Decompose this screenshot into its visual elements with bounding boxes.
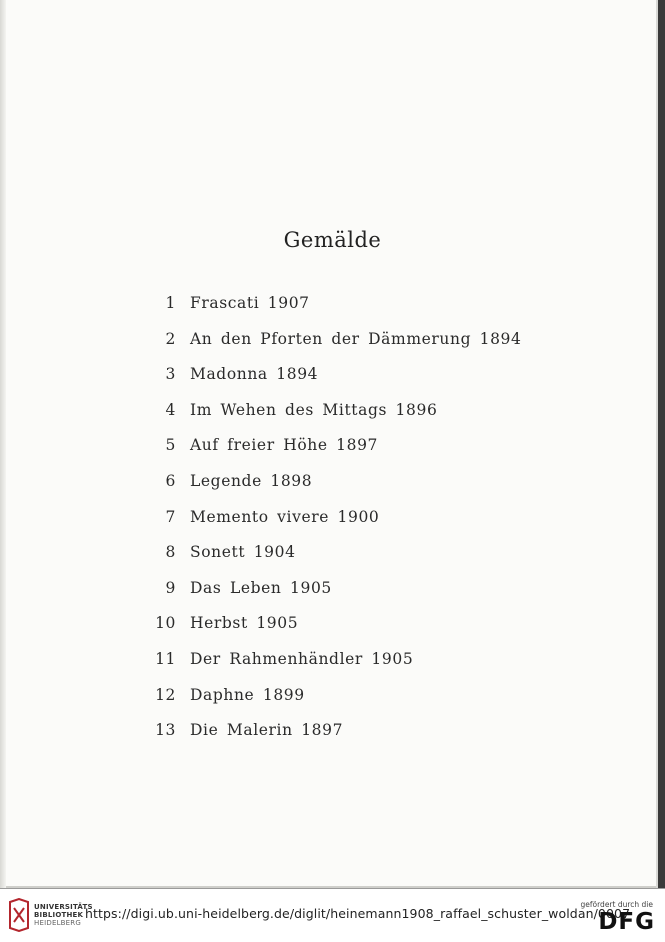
entry-title: Der Rahmenhändler 1905 (190, 650, 414, 668)
entry-number: 13 (155, 721, 176, 740)
entry-number: 11 (155, 650, 176, 668)
entry-number: 7 (165, 507, 176, 526)
library-name-line-2: BIBLIOTHEK (34, 911, 84, 919)
entry-title: An den Pforten der Dämmerung 1894 (190, 329, 522, 348)
entry-number: 12 (155, 685, 176, 704)
entry-title: Madonna 1894 (190, 365, 319, 384)
entry-title: Memento vivere 1900 (190, 507, 380, 526)
entry-title: Herbst 1905 (190, 614, 299, 633)
dfg-logo: DFG (598, 909, 655, 935)
entry-title: Daphne 1899 (190, 685, 305, 704)
entry-title: Frascati 1907 (190, 294, 310, 312)
entry-number: 4 (165, 400, 176, 419)
funding-note: gefördert durch die (580, 900, 653, 909)
page-title: Gemälde (283, 228, 382, 252)
entry-number: 1 (165, 294, 176, 312)
library-name-line-3: HEIDELBERG (34, 919, 81, 927)
viewer-footer (0, 888, 665, 942)
university-library-logo-icon (8, 898, 30, 932)
library-name-line-1: UNIVERSITÄTS (34, 903, 93, 911)
entry-number: 6 (165, 472, 176, 490)
entry-title: Die Malerin 1897 (190, 721, 344, 740)
entry-number: 2 (165, 329, 176, 348)
entry-title: Das Leben 1905 (190, 578, 332, 597)
entry-number: 3 (165, 365, 176, 384)
entry-number: 8 (165, 543, 176, 562)
entry-number: 9 (165, 578, 176, 597)
entry-title: Im Wehen des Mittags 1896 (190, 400, 438, 419)
entry-number: 10 (155, 614, 176, 633)
permalink-url[interactable]: https://digi.ub.uni-heidelberg.de/diglit/heinemann1908_raffael_schuster_woldan/0007 (85, 906, 631, 921)
entry-title: Legende 1898 (190, 472, 313, 490)
entry-title: Auf freier Höhe 1897 (190, 436, 379, 455)
entry-number: 5 (165, 436, 176, 455)
entry-title: Sonett 1904 (190, 543, 296, 562)
library-name (34, 903, 93, 927)
